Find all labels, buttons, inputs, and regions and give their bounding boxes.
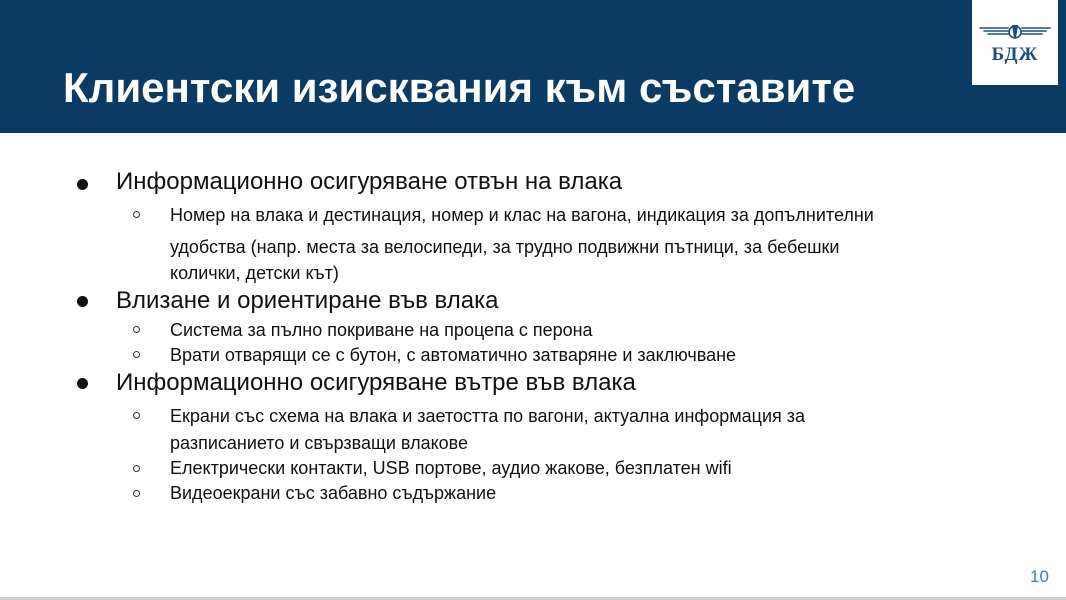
bdz-logo	[972, 0, 1058, 85]
sub-bullet-icon	[133, 351, 140, 358]
logo-text: БДЖ	[991, 44, 1039, 65]
list-item-line: Електрически контакти, USB портове, аудио жакове, безплатен wifi	[170, 458, 732, 478]
list-item-line: удобства (напр. места за велосипеди, за трудно подвижни пътници, за бебешки	[170, 237, 840, 257]
section-heading: Информационно осигуряване отвън на влака	[116, 168, 623, 195]
list-item-line: Система за пълно покриване на процепа с перона	[170, 320, 593, 340]
list-item-line: колички, детски кът)	[170, 263, 339, 283]
list-item-line: Видеоекрани със забавно съдържание	[170, 483, 497, 503]
list-item-line: Врати отварящи се с бутон, с автоматично затваряне и заключване	[170, 345, 737, 365]
sub-bullet-icon	[133, 490, 140, 497]
section-heading: Информационно осигуряване вътре във влака	[116, 369, 636, 396]
page-number: 10	[1030, 567, 1049, 586]
winged-wheel-logo-icon	[978, 22, 1052, 44]
slide-header	[0, 0, 1066, 133]
section-heading: Влизане и ориентиране във влака	[116, 287, 499, 314]
slide-title: Клиентски изисквания към съставите	[63, 64, 856, 111]
list-item-line: Номер на влака и дестинация, номер и клас на вагона, индикация за допълнителни	[170, 205, 874, 225]
bullet-icon	[77, 179, 88, 190]
bullet-icon	[77, 296, 88, 307]
list-item-line: разписанието и свързващи влакове	[170, 433, 469, 453]
list-item-line: Екрани със схема на влака и заетостта по вагони, актуална информация за	[170, 406, 806, 426]
sub-bullet-icon	[133, 465, 140, 472]
sub-bullet-icon	[133, 412, 140, 419]
sub-bullet-icon	[133, 326, 140, 333]
sub-bullet-icon	[133, 211, 140, 218]
bullet-icon	[77, 378, 88, 389]
